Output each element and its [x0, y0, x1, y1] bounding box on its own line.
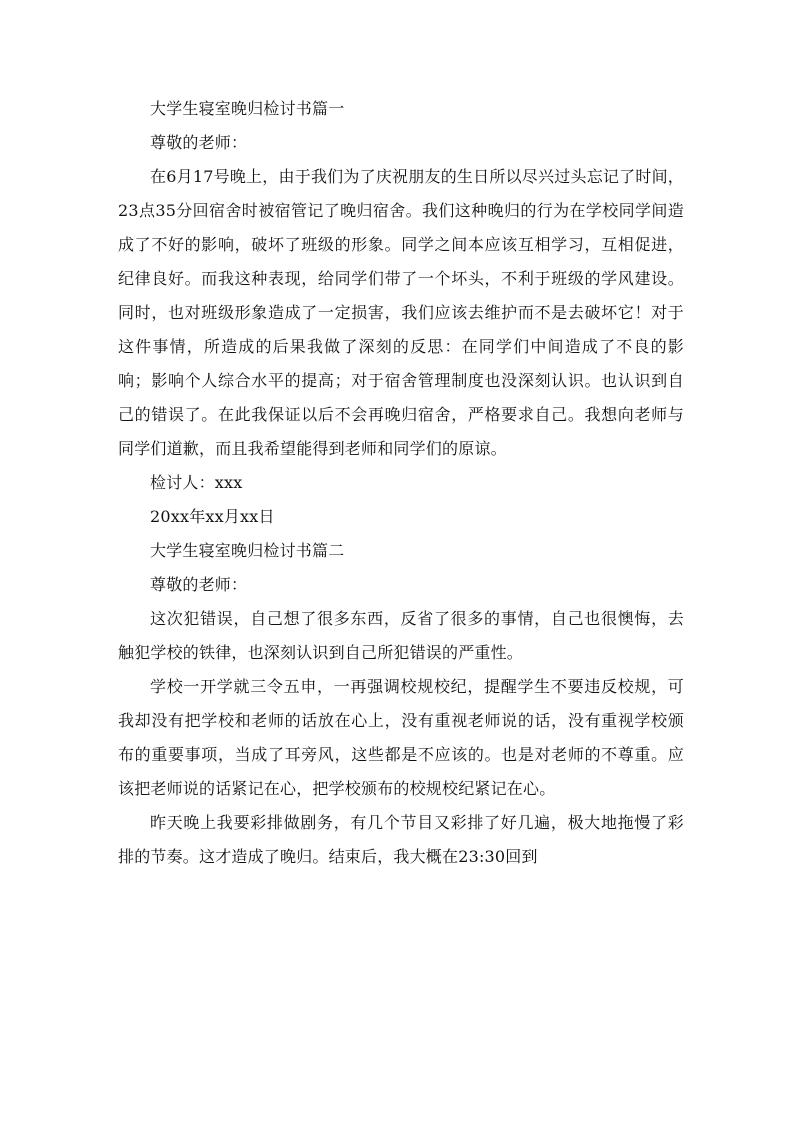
- section-2-title: 大学生寝室晚归检讨书篇二: [150, 541, 345, 560]
- section-1-paragraph-1: 在6月17号晚上，由于我们为了庆祝朋友的生日所以尽兴过头忘记了时间，23点35分回宿舍时被宿管记了晚归宿舍。我们这种晚归的行为在学校同学间造成了不好的影响，破坏了班级的形象。同学之间本应该互相学习，互相促进，纪律良好。而我这种表现，给同学们带了一个坏头，不利于班级的学风建设。同时，也对班级形象造成了一定损害，我们应该去维护而不是去破坏它！对于这件事情，所造成的后果我做了深刻的反思：在同学们中间造成了不良的影响；影响个人综合水平的提高；对于宿舍管理制度也没深刻认识。也认识到自己的错误了。在此我保证以后不会再晚归宿舍，严格要求自己。我想向老师与同学们道歉，而且我希望能得到老师和同学们的原谅。: [118, 167, 684, 458]
- section-2-paragraph-3: 昨天晚上我要彩排做剧务，有几个节目又彩排了好几遍，极大地拖慢了彩排的节奏。这才造成了晚归。结束后，我大概在23:30回到: [118, 813, 684, 866]
- document-content: [118, 92, 684, 874]
- section-1-date: 20xx年xx月xx日: [150, 507, 275, 526]
- section-1-title: 大学生寝室晚归检讨书篇一: [150, 99, 345, 118]
- section-1-salutation: 尊敬的老师：: [150, 133, 248, 152]
- section-2-paragraph-2: 学校一开学就三令五申，一再强调校规校纪，提醒学生不要违反校规，可我却没有把学校和老师的话放在心上，没有重视老师说的话，没有重视学校颁布的重要事项，当成了耳旁风，这些都是不应该的。也是对老师的不尊重。应该把老师说的话紧记在心，把学校颁布的校规校纪紧记在心。: [118, 677, 684, 798]
- section-2-paragraph-1: 这次犯错误，自己想了很多东西，反省了很多的事情，自己也很懊悔，去触犯学校的铁律，也深刻认识到自己所犯错误的严重性。: [118, 609, 684, 662]
- section-1-signature: 检讨人：xxx: [150, 473, 243, 492]
- section-2-salutation: 尊敬的老师：: [150, 575, 248, 594]
